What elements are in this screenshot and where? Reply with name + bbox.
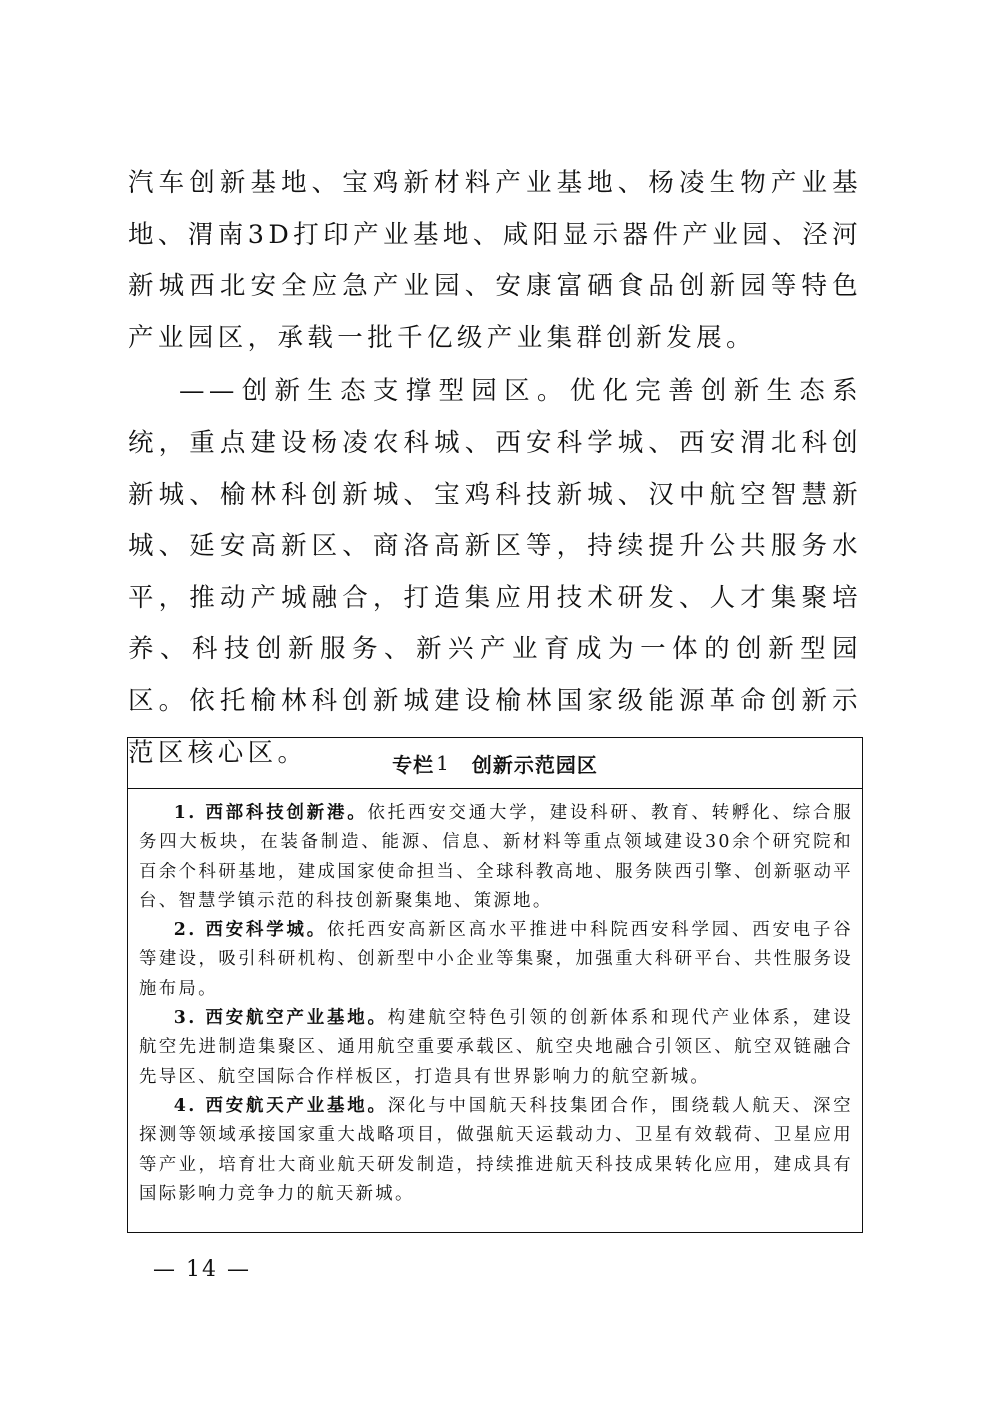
list-item [139,799,853,916]
list-item-text: 深化与中国航天科技集团合作，围绕载人航天、深空探测等领域承接国家重大战略项目，做强航天运载动力、卫星有效载荷、卫星应用等产业，培育壮大商业航天研发制造，持续推进航天科技成果转化应用，建成具有国际影响力竞争力的航天新城。 [139,1095,854,1204]
column-box-body [128,789,862,1209]
page-number: — 14 — [153,1257,251,1282]
list-item-title: 2. 西安科学城。 [173,920,327,941]
column-title-prefix: 专栏 [392,752,435,777]
list-item-text: 依托西安交通大学，建设科研、教育、转孵化、综合服务四大板块，在装备制造、能源、信息、新材料等重点领域建设30余个研究院和百余个科研基地，建成国家使命担当、全球科教高地、服务陕西引擎、创新驱动平台、智慧学镇示范的科技创新聚集地、策源地。 [139,803,854,911]
paragraph-continuation: 汽车创新基地、宝鸡新材料产业基地、杨凌生物产业基地、渭南3D打印产业基地、咸阳显示器件产业园、泾河新城西北安全应急产业园、安康富硒食品创新园等特色产业园区，承载一批千亿级产业集群创新发展。 [128,168,862,353]
list-item-title: 4. 西安航天产业基地。 [173,1095,388,1116]
list-item [139,1004,853,1092]
column-box [127,737,863,1233]
column-box-title [128,738,862,789]
column-title-text: 创新示范园区 [471,752,598,777]
list-item-title: 1. 西部科技创新港。 [173,803,368,823]
list-item-text: 依托西安高新区高水平推进中科院西安科学园、西安电子谷等建设，吸引科研机构、创新型中小企业等集聚，加强重大科研平台、共性服务设施布局。 [139,920,853,999]
column-title-number: 1 [436,751,450,775]
paragraph-innovation-ecosystem: ——创新生态支撑型园区。优化完善创新生态系统，重点建设杨凌农科城、西安科学城、西安渭北科创新城、榆林科创新城、宝鸡科技新城、汉中航空智慧新城、延安高新区、商洛高新区等，持续提升公共服务水平，推动产城融合，打造集应用技术研发、人才集聚培养、科技创新服务、新兴产业育成为一体的创新型园区。依托榆林科创新城建设榆林国家级能源革命创新示范区核心区。 [128,376,862,768]
list-item-text: 构建航空特色引领的创新体系和现代产业体系，建设航空先进制造集聚区、通用航空重要承载区、航空央地融合引领区、航空双链融合先导区、航空国际合作样板区，打造具有世界影响力的航空新城。 [139,1008,854,1087]
list-item [139,916,853,1004]
list-item-title: 3. 西安航空产业基地。 [173,1008,388,1029]
list-item [139,1092,853,1209]
main-text [128,158,862,779]
